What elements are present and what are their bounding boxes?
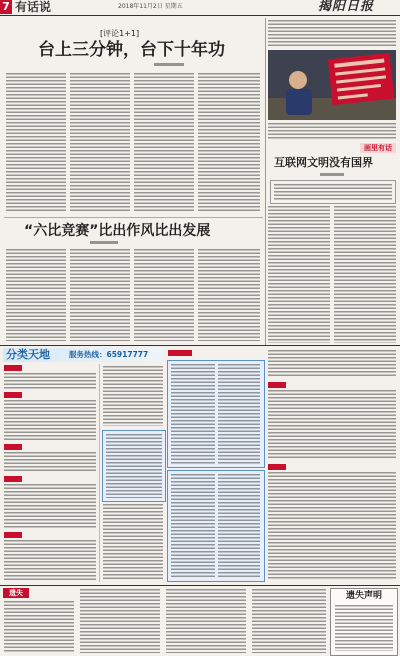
ad-text — [4, 373, 96, 389]
article-headline: 台上三分钟，台下十年功 — [38, 40, 225, 60]
ad-text — [268, 350, 396, 378]
article-commentary — [4, 18, 263, 216]
category-label — [168, 350, 192, 356]
category-label — [4, 476, 22, 482]
body-text — [334, 206, 396, 343]
intro-text — [274, 184, 392, 200]
body-text — [6, 73, 66, 213]
ad-text — [4, 400, 96, 440]
ad-text — [268, 390, 396, 460]
dateline: 2018年11月2日 星期五 — [118, 3, 183, 10]
body-text — [134, 73, 194, 213]
classified-title: 分类天地 — [6, 348, 50, 361]
classified-section — [0, 346, 400, 584]
cartoon-caption — [268, 123, 396, 140]
ad-text — [218, 474, 260, 578]
notice-text — [4, 601, 74, 653]
notice-box — [330, 588, 398, 656]
ad-box — [102, 430, 166, 502]
cartoon-column — [268, 18, 398, 345]
body-text — [70, 73, 130, 213]
article-divider — [4, 217, 263, 218]
category-label — [4, 365, 22, 371]
body-text — [6, 249, 66, 341]
author-marker — [90, 241, 118, 244]
page-number: 7 — [0, 0, 12, 14]
ad-text — [171, 364, 215, 464]
article-competition — [4, 219, 263, 343]
ad-box — [167, 360, 265, 468]
category-label — [268, 464, 286, 470]
ad-text — [4, 540, 96, 580]
notice-text — [252, 589, 326, 653]
notice-text — [335, 605, 393, 651]
ad-text — [103, 504, 163, 580]
page-header — [0, 0, 400, 15]
article-tag: [评论1+1] — [100, 29, 140, 38]
intro-box — [270, 180, 396, 204]
ad-box — [167, 470, 265, 582]
section-title: 有话说 — [15, 0, 52, 14]
header-rule — [0, 15, 400, 16]
body-text — [198, 249, 260, 341]
ad-text — [103, 366, 163, 426]
ad-text — [4, 452, 96, 472]
category-label — [4, 392, 22, 398]
notice-text — [166, 589, 246, 653]
notices-label: 遗失 — [3, 588, 29, 598]
body-text — [134, 249, 194, 341]
category-label — [268, 382, 286, 388]
body-text — [198, 73, 260, 213]
ad-text — [4, 484, 96, 528]
ad-text — [218, 364, 260, 464]
cartoon-section-label: 画里有话 — [360, 143, 396, 153]
category-label — [4, 532, 22, 538]
notices-section — [0, 586, 400, 656]
category-label — [4, 444, 22, 450]
ad-text — [268, 472, 396, 580]
author-marker — [320, 173, 344, 176]
column-divider — [99, 364, 100, 582]
ad-text — [171, 474, 215, 578]
cartoon-headline: 互联网文明没有国界 — [274, 156, 373, 169]
cartoon-image — [268, 50, 396, 120]
classified-banner — [3, 348, 163, 362]
intro-text — [268, 20, 396, 46]
body-text — [268, 206, 330, 343]
notice-box-title: 遗失声明 — [345, 591, 382, 601]
body-text — [70, 249, 130, 341]
article-headline: “六比竞赛”比出作风比出发展 — [24, 223, 211, 239]
classified-hotline: 服务热线：65917777 — [69, 350, 149, 359]
newspaper-logo: 揭阳日报 — [318, 0, 375, 14]
notice-text — [80, 589, 160, 653]
author-marker — [154, 63, 184, 66]
ad-text — [106, 434, 162, 498]
column-divider — [265, 18, 266, 345]
